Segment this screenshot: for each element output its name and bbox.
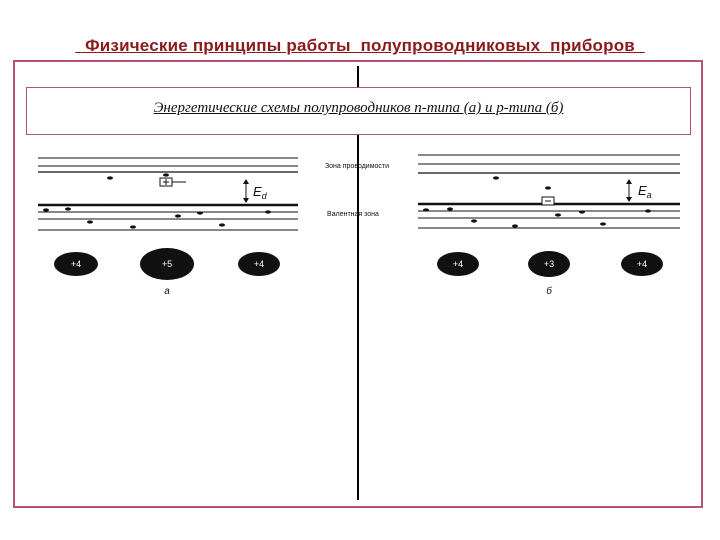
ion-b-right xyxy=(621,252,663,276)
acceptor-level-marker xyxy=(542,197,554,205)
ion-b-right-label: +4 xyxy=(636,259,648,269)
conduction-band-label: Зона проводимости xyxy=(324,163,390,170)
ion-a-center xyxy=(140,248,194,280)
energy-gap-arrow-a xyxy=(243,179,249,203)
valence-band-label: Валентная зона xyxy=(327,211,379,218)
panel-a-caption: а xyxy=(164,286,170,297)
valence-band-b xyxy=(418,204,680,228)
conduction-band-a xyxy=(38,158,298,172)
ion-a-left-label: +4 xyxy=(70,259,82,269)
donor-level-marker xyxy=(160,178,186,186)
panel-b xyxy=(418,155,680,297)
ion-a-right xyxy=(238,252,280,276)
slide-title: Физические принципы работы полупроводниковых приборов xyxy=(75,36,645,55)
energy-gap-arrow-b xyxy=(626,179,632,202)
ion-b-left xyxy=(437,252,479,276)
conduction-band-b xyxy=(418,155,680,173)
diagram-caption: Энергетические схемы полупроводников n-типа (а) и p-типа (б) xyxy=(153,100,564,116)
valence-band-a xyxy=(38,205,298,230)
ion-a-right-label: +4 xyxy=(253,259,265,269)
energy-label-b: $E_a$ xyxy=(638,183,652,200)
ion-b-left-label: +4 xyxy=(452,259,464,269)
electrons-a xyxy=(43,173,271,228)
ion-b-center-label: +3 xyxy=(543,259,555,269)
panel-b-caption: б xyxy=(546,286,552,297)
ion-b-center xyxy=(528,251,570,277)
ion-a-center-label: +5 xyxy=(161,259,173,269)
energy-label-a: $E_d$ xyxy=(253,184,267,201)
electrons-b xyxy=(423,176,651,227)
panel-a xyxy=(38,158,298,297)
ion-a-left xyxy=(54,252,98,276)
